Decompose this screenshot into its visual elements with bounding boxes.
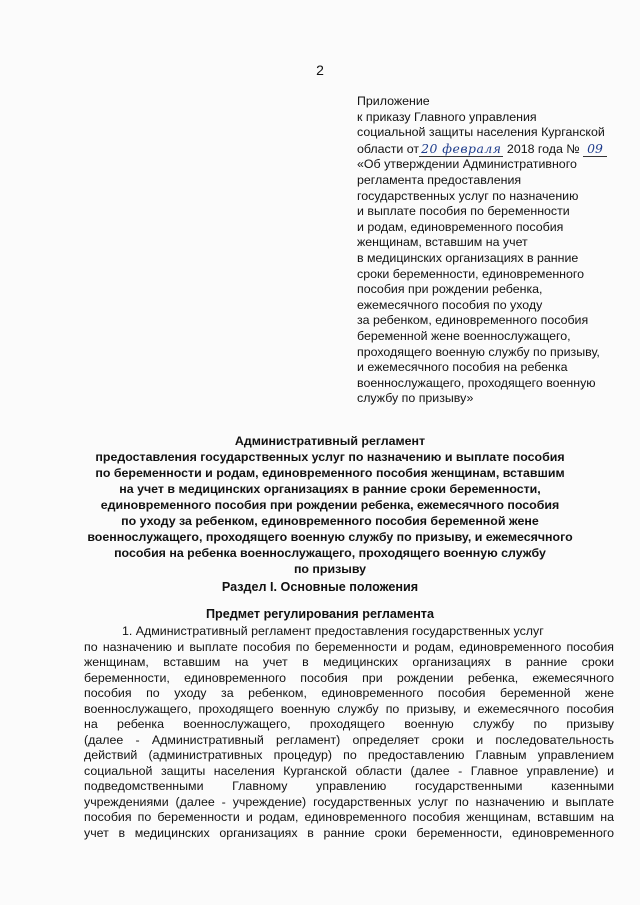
body-line: 1. Административный регламент предоставления государственных услуг: [122, 624, 544, 638]
appendix-line: социальной защиты населения Курганской: [357, 125, 605, 140]
title-line: по призыву: [293, 562, 367, 576]
handwritten-number: 09: [583, 141, 607, 157]
title-line: предоставления государственных услуг по назначению и выплате пособия: [95, 450, 565, 464]
appendix-date-line: [357, 141, 627, 158]
appendix-line: и ежемесячного пособия на ребенка: [357, 360, 568, 375]
document-title: [70, 433, 590, 577]
title-line: по уходу за ребенком, единовременного пособия беременной жене: [121, 514, 539, 528]
body-line: беременности, единовременного пособия при рождении ребенка, ежемесячного: [84, 670, 614, 685]
section-heading: Раздел I. Основные положения: [221, 580, 419, 594]
appendix-line: ежемесячного пособия по уходу: [357, 297, 543, 312]
title-line: пособия на ребенка военнослужащего, проходящего военную службу: [114, 546, 546, 560]
appendix-block: [357, 94, 627, 407]
appendix-line: и выплате пособия по беременности: [357, 204, 570, 219]
title-line: военнослужащего, проходящего военную службу по призыву, и ежемесячного: [87, 530, 573, 544]
appendix-line: «Об утверждении Административного: [357, 157, 577, 172]
appendix-line: за ребенком, единовременного пособия: [357, 313, 589, 328]
body-line: военнослужащего, проходящего военную службу по призыву, и ежемесячного пособия: [84, 701, 614, 716]
appendix-line: проходящего военную службу по призыву,: [357, 344, 600, 359]
appendix-line: службу по призыву»: [357, 391, 474, 406]
body-line: подведомственными Главному управлению государственными казенными: [84, 779, 614, 793]
appendix-line: военнослужащего, проходящего военную: [357, 375, 596, 390]
body-line: на ребенка военнослужащего, проходящего военную службу по призыву: [84, 717, 614, 731]
appendix-date-mid: 2018 года №: [506, 141, 580, 156]
appendix-line: к приказу Главного управления: [357, 109, 537, 124]
body-line: социальной защиты населения Курганской области (далее - Главное управление) и: [84, 763, 614, 778]
body-line: учреждениями (далее - учреждение) государственных услуг по назначению и выплате: [84, 794, 614, 809]
page-number: 2: [316, 62, 324, 78]
body-line: учет в медицинских организациях в ранние сроки беременности, единовременного: [84, 825, 614, 840]
body-line: (далее - Административный регламент) определяет сроки и последовательность: [84, 732, 614, 747]
title-line: Административный регламент: [234, 434, 426, 448]
appendix-line: женщинам, вставшим на учет: [357, 235, 528, 250]
appendix-line: беременной жене военнослужащего,: [357, 328, 571, 343]
title-line: единовременного пособия при рождении ребенка, ежемесячного пособия: [100, 498, 560, 512]
handwritten-date: 20 февраля: [421, 140, 502, 156]
appendix-line: сроки беременности, единовременного: [357, 266, 585, 281]
body-text: [84, 624, 614, 841]
appendix-line: и родам, единовременного пособия: [357, 219, 564, 234]
body-line: действий (административных процедур) по предоставлению Главным управлением: [84, 748, 614, 762]
title-line: на учет в медицинских организациях в ранние сроки беременности,: [119, 482, 541, 496]
appendix-line: государственных услуг по назначению: [357, 188, 579, 203]
appendix-date-prefix: области от: [357, 141, 420, 156]
subsection-heading: Предмет регулирования регламента: [206, 607, 434, 621]
appendix-line: регламента предоставления: [357, 172, 522, 187]
body-line: пособия по уходу за ребенком, единовременного пособия беременной жене: [84, 686, 614, 700]
body-line: пособия по беременности и родам, единовременного пособия женщинам, вставшим на: [84, 810, 614, 824]
appendix-line: Приложение: [357, 94, 430, 108]
appendix-line: пособия при рождении ребенка,: [357, 282, 543, 297]
body-line: женщинам, вставшим на учет в медицинских организациях в ранние сроки: [84, 655, 614, 669]
title-line: по беременности и родам, единовременного пособия женщинам, вставшим: [95, 466, 565, 480]
body-line: по назначению и выплате пособия по беременности и родам, единовременного пособия: [84, 639, 614, 654]
appendix-line: в медицинских организациях в ранние: [357, 250, 579, 265]
